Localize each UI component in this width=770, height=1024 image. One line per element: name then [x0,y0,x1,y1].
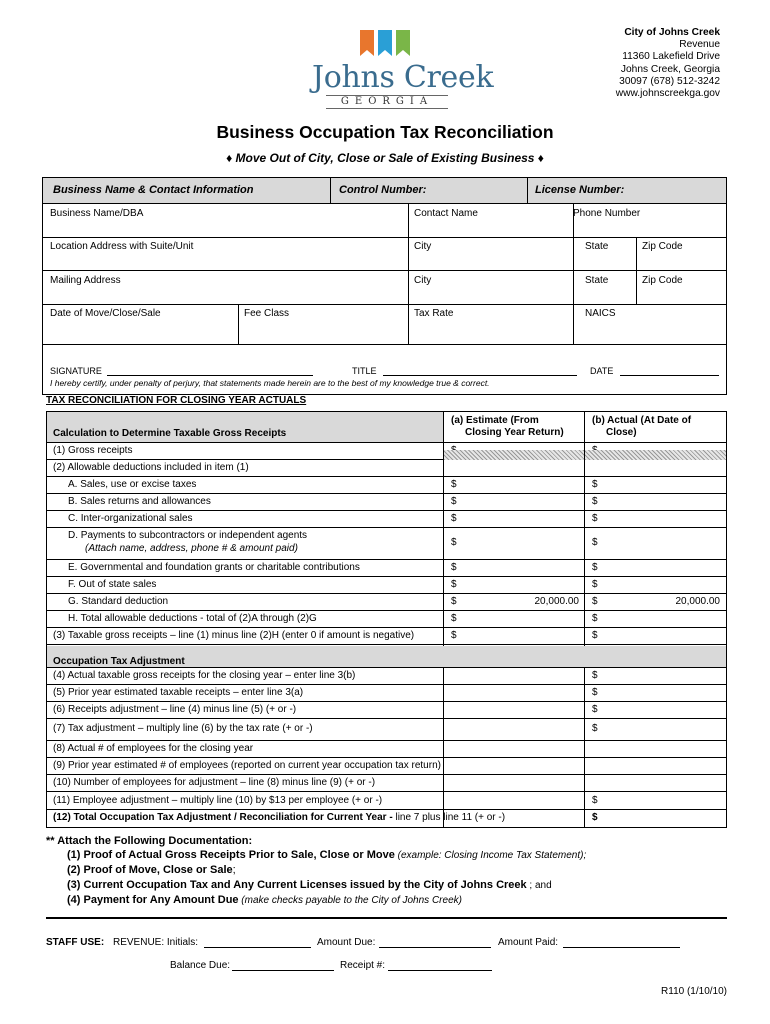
table-row-10: (10) Number of employees for adjustment – line (8) minus line (9) (+ or -) [47,775,726,792]
table-row-4: (4) Actual taxable gross receipts for the closing year – enter line 3(b) $ [47,668,726,685]
banner-flags-icon [358,28,414,58]
standard-deduction-estimate: 20,000.00 [534,596,579,607]
adjustment-header: Occupation Tax Adjustment [53,656,185,667]
amount-due-line[interactable] [379,947,491,948]
city-name: City of Johns Creek [624,27,720,38]
amount-paid-label: Amount Paid: [498,937,559,948]
initials-line[interactable] [204,947,311,948]
fee-class-field[interactable]: Fee Class [244,308,290,319]
zip-phone: 30097 (678) 512-3242 [619,75,720,87]
table-row-2c: C. Inter-organizational sales $ $ [47,511,726,528]
tax-rate-field[interactable]: Tax Rate [414,308,454,319]
adjustment-header-row [47,646,726,668]
calc-header: Calculation to Determine Taxable Gross Receipts [53,428,287,439]
table-row-2b: B. Sales returns and allowances $ $ [47,494,726,511]
signature-line[interactable] [107,375,313,376]
staff-use-label: STAFF USE: [46,937,105,948]
city-state: Johns Creek, Georgia [620,63,720,75]
mailing-address-field[interactable]: Mailing Address [50,275,121,286]
table-row-2: (2) Allowable deductions included in item (1) [47,460,726,477]
table-row-12: (12) Total Occupation Tax Adjustment / Reconciliation for Current Year - line 7 plus line 11 (+ or -) $ [53,812,598,823]
table-row-7: (7) Tax adjustment – multiply line (6) by the tax rate (+ or -) $ [47,719,726,741]
balance-due-label: Balance Due: [170,960,231,971]
table-row-2g: G. Standard deduction $ 20,000.00 $ 20,000.00 [47,594,726,611]
signature-label: SIGNATURE [50,366,102,376]
mailing-state-field[interactable]: State [585,275,609,286]
business-info-heading: Business Name & Contact Information [53,184,254,196]
title-label: TITLE [352,366,377,376]
control-number-label: Control Number: [339,184,427,196]
logo-wordmark: Johns Creek [312,60,494,95]
standard-deduction-actual: 20,000.00 [675,596,720,607]
amount-paid-line[interactable] [563,947,680,948]
reconciliation-section-title: TAX RECONCILIATION FOR CLOSING YEAR ACTUALS [46,395,307,406]
logo-state: GEORGIA [326,95,448,109]
location-address-field[interactable]: Location Address with Suite/Unit [50,241,194,252]
table-row-9: (9) Prior year estimated # of employees (reported on current year occupation tax return) [47,758,726,775]
note-2: (2) Proof of Move, Close or Sale; [67,864,236,877]
title-line[interactable] [383,375,577,376]
naics-field[interactable]: NAICS [585,308,616,319]
note-4: (4) Payment for Any Amount Due (make checks payable to the City of Johns Creek) [67,893,462,906]
table-row-1: (1) Gross receipts [47,443,726,460]
amount-due-label: Amount Due: [317,937,376,948]
table-row-11: (11) Employee adjustment – multiply line (10) by $13 per employee (+ or -) $ [47,792,726,810]
table-header-row [47,412,726,443]
city-address-block [616,27,720,100]
column-b-header: (b) Actual (At Date of Close) [592,415,692,438]
website: www.johnscreekga.gov [615,88,720,100]
receipt-label: Receipt #: [340,960,386,971]
table-row-3: (3) Taxable gross receipts – line (1) minus line (2)H (enter 0 if amount is negative) $ $ [47,628,726,645]
contact-name-field[interactable]: Contact Name [414,208,478,219]
johns-creek-logo [312,28,494,108]
phone-number-field[interactable]: Phone Number [573,208,641,219]
location-state-field[interactable]: State [585,241,609,252]
column-a-header: (a) Estimate (From Closing Year Return) [451,415,564,438]
table-row-2e: E. Governmental and foundation grants or charitable contributions $ $ [47,560,726,577]
mailing-zip-field[interactable]: Zip Code [642,275,683,286]
table-row-2d: D. Payments to subcontractors or independent agents (Attach name, address, phone # & amount paid) $ $ [47,528,726,560]
note-3: (3) Current Occupation Tax and Any Current Licenses issued by the City of Johns Creek ; and [67,878,552,891]
table-row-6: (6) Receipts adjustment – line (4) minus line (5) (+ or -) $ [47,702,726,719]
table-row-2f: F. Out of state sales $ $ [47,577,726,594]
info-header-row [43,178,726,204]
notes-heading: ** Attach the Following Documentation: [46,835,253,847]
mailing-city-field[interactable]: City [414,275,432,286]
initials-label: REVENUE: Initials: [113,937,199,948]
receipt-line[interactable] [388,970,492,971]
reconciliation-table [46,411,727,828]
form-subtitle: ♦ Move Out of City, Close or Sale of Existing Business ♦ [226,151,544,165]
table-row-2a: A. Sales, use or excise taxes $ $ [47,477,726,494]
business-name-field[interactable]: Business Name/DBA [50,208,144,219]
balance-due-line[interactable] [232,970,334,971]
table-row-2h: H. Total allowable deductions - total of (2)A through (2)G $ $ [47,611,726,628]
street-address: 11360 Lakefield Drive [622,51,720,63]
staff-divider [46,917,727,919]
documentation-notes [46,834,586,908]
license-number-label: License Number: [535,184,625,196]
table-row-8: (8) Actual # of employees for the closing year [47,741,726,758]
location-city-field[interactable]: City [414,241,432,252]
location-zip-field[interactable]: Zip Code [642,241,683,252]
department: Revenue [679,39,720,51]
form-title: Business Occupation Tax Reconciliation [216,122,554,142]
date-line[interactable] [620,375,719,376]
date-label: DATE [590,366,614,376]
table-row-5: (5) Prior year estimated taxable receipts – enter line 3(a) $ [47,685,726,702]
note-1: (1) Proof of Actual Gross Receipts Prior to Sale, Close or Move (example: Closing Income Tax Statement); [67,849,587,862]
form-revision: R110 (1/10/10) [661,986,727,997]
date-of-move-field[interactable]: Date of Move/Close/Sale [50,308,161,319]
business-info-box [42,177,727,395]
certification-statement: I hereby certify, under penalty of perjury, that statements made herein are to the best of my knowledge true & correct. [50,378,490,388]
